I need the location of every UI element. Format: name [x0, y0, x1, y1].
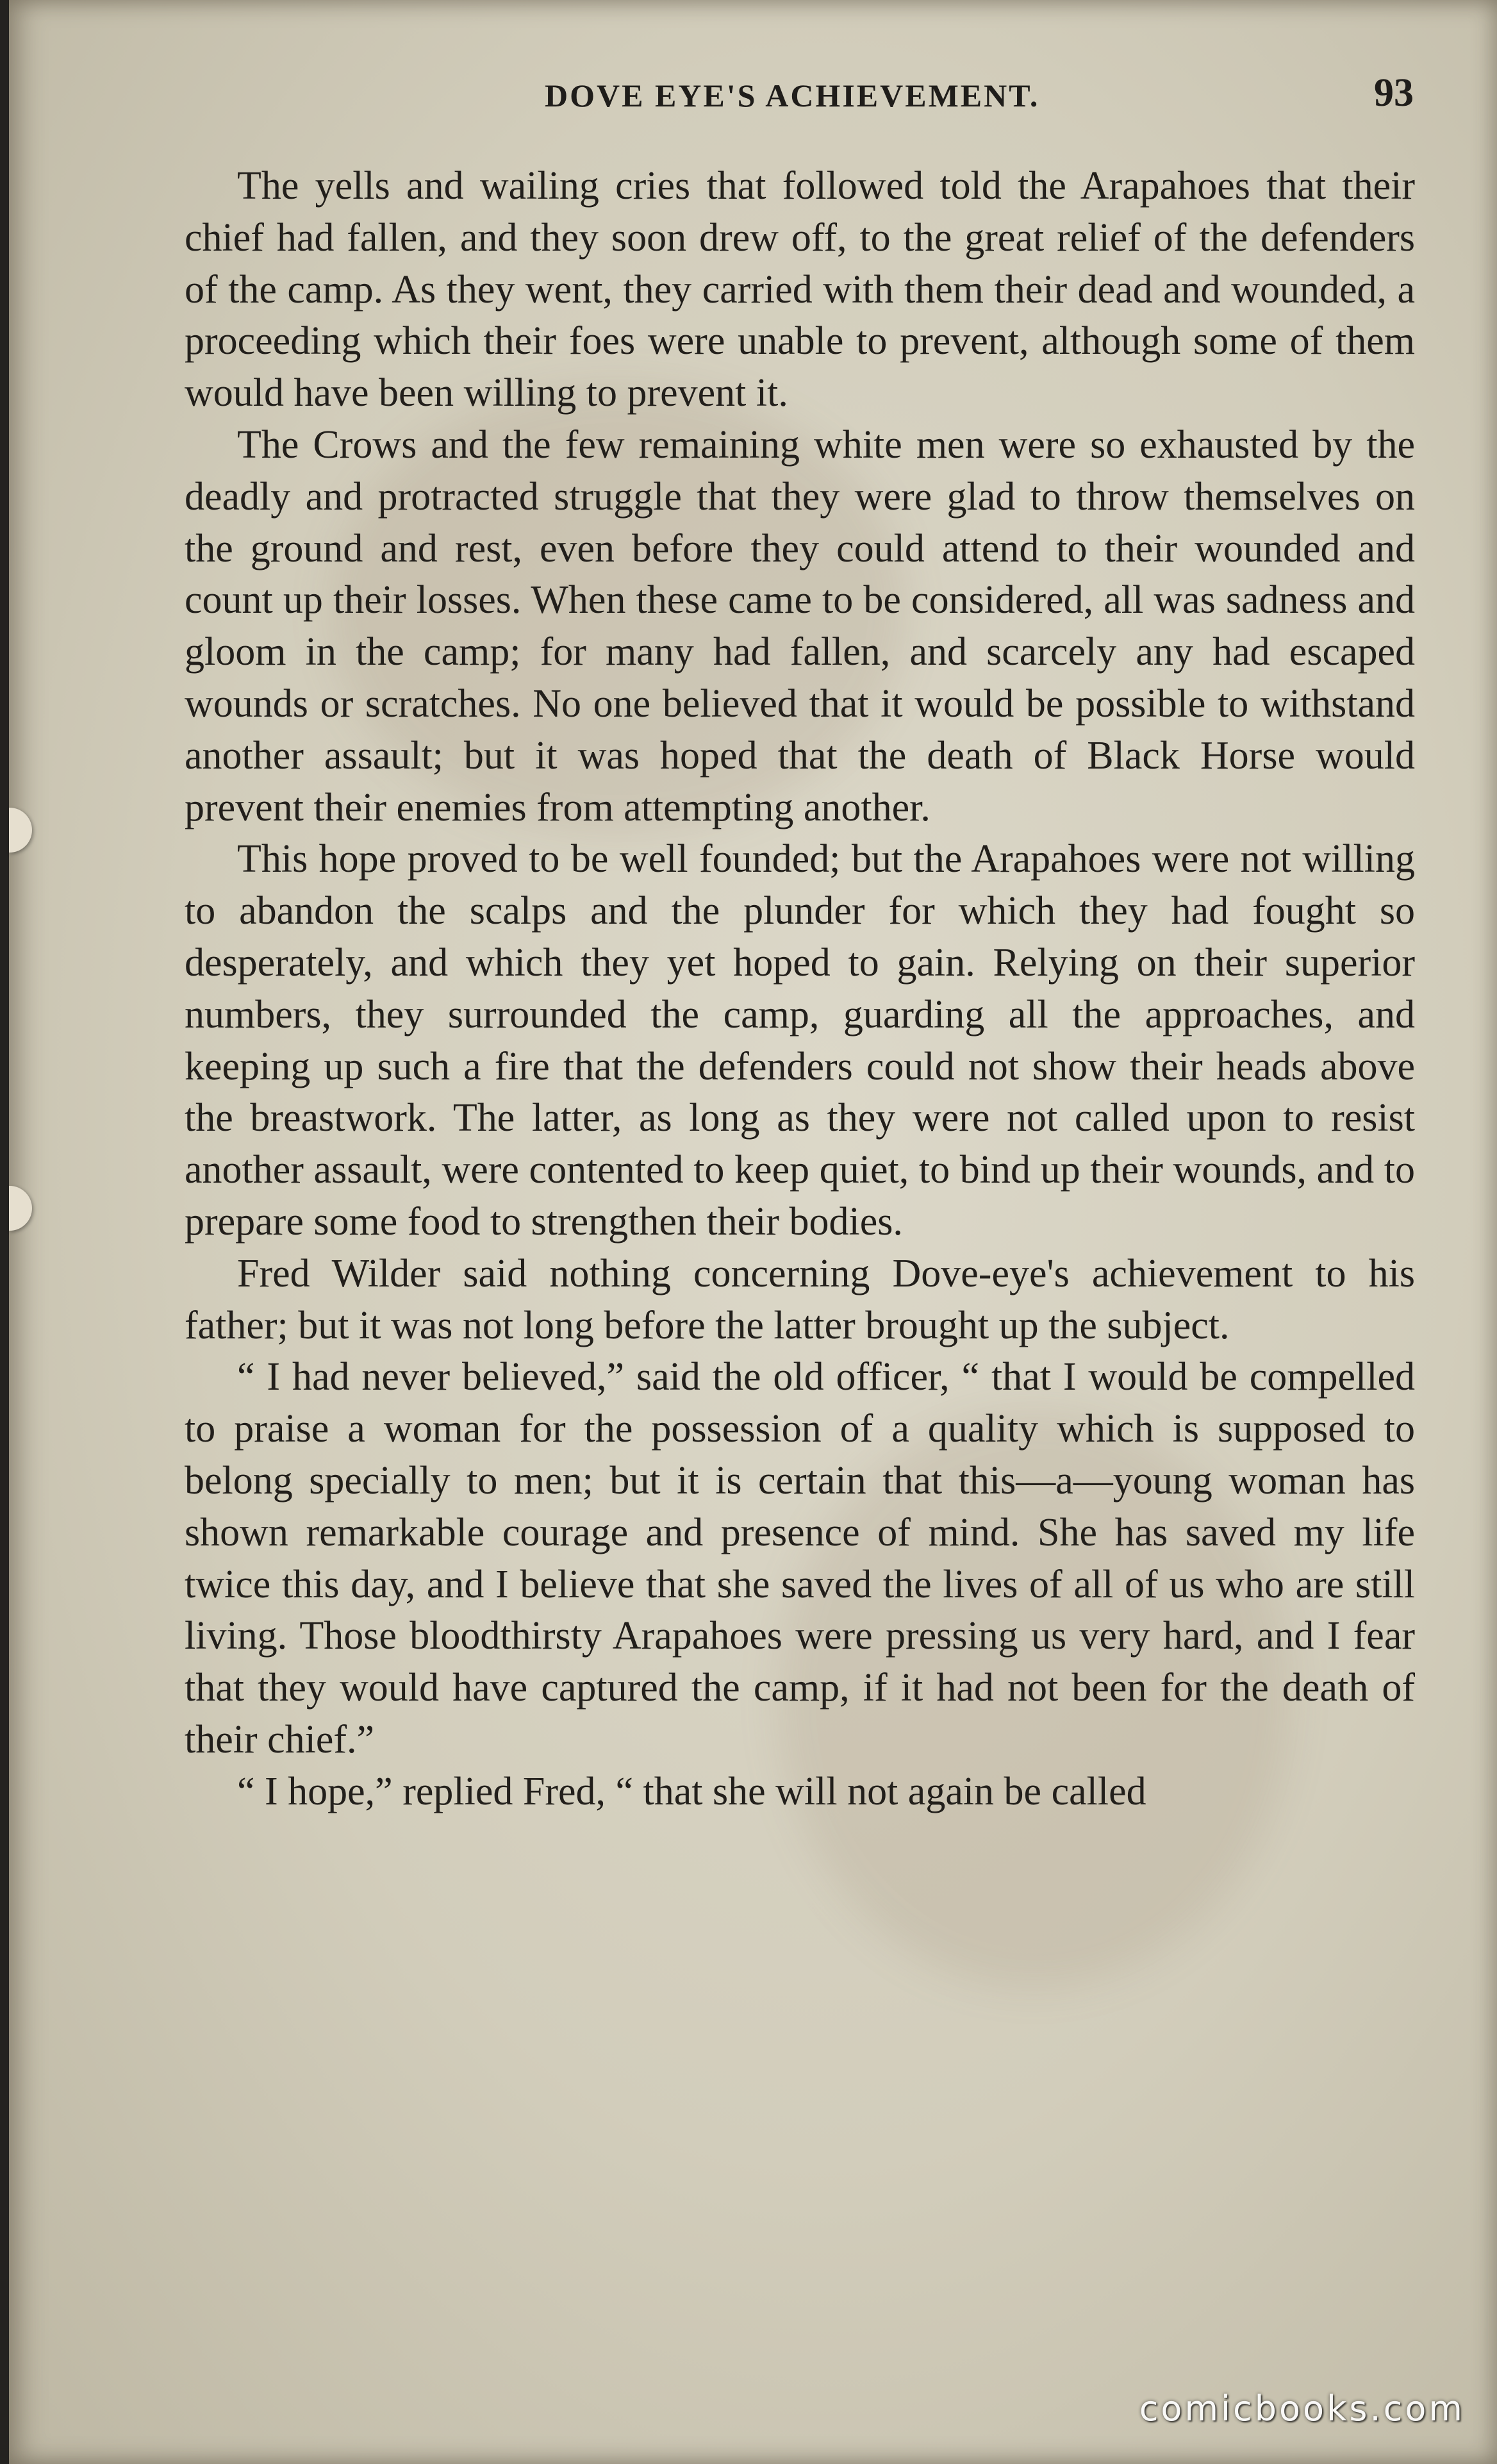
- paragraph: The yells and wailing cries that followed told the Arapahoes that their chief had fallen, and they soon drew off, to the great relief of the defenders of the camp. As they went, they carried with them their dead and wounded, a proceeding which their foes were unable to prevent, although some of them would have been willing to prevent it.: [185, 164, 1415, 415]
- page-tear: [9, 1186, 32, 1231]
- paragraph: Fred Wilder said nothing concerning Dove-eye's achievement to his father; but it was not long before the latter brought up the subject.: [185, 1251, 1415, 1347]
- body-text: [185, 160, 1415, 1818]
- watermark: comicbooks.com: [1139, 2388, 1465, 2429]
- paragraph: “ I hope,” replied Fred, “ that she will not again be called: [237, 1769, 1146, 1813]
- page-number: 93: [1374, 71, 1414, 115]
- page-tear: [9, 808, 32, 853]
- paragraph: This hope proved to be well founded; but the Arapahoes were not willing to abandon the scalps and the plunder for which they had fought so desperately, and which they yet hoped to gain. Relying on their superior numbers, they surrounded the camp, guarding all the approaches, and keeping up such a fire that the defenders could not show their heads above the breastwork. The latter, as long as they were not called upon to resist another assault, were contented to keep quiet, to bind up their wounds, and to prepare some food to strengthen their bodies.: [185, 837, 1415, 1244]
- chapter-title: DOVE EYE'S ACHIEVEMENT.: [545, 78, 1040, 113]
- paragraph: “ I had never believed,” said the old officer, “ that I would be compelled to praise a woman for the possession of a quality which is supposed to belong specially to men; but it is certain that this—a—young woman has shown remarkable courage and presence of mind. She has saved my life twice this day, and I believe that she saved the lives of all of us who are still living. Those bloodthirsty Arapahoes were pressing us very hard, and I fear that they would have captured the camp, if it had not been for the death of their chief.”: [185, 1355, 1415, 1761]
- running-head: [186, 71, 1414, 122]
- paragraph: The Crows and the few remaining white men were so exhausted by the deadly and protracted struggle that they were glad to throw themselves on the ground and rest, even before they could attend to their wounded and count up their losses. When these came to be considered, all was sadness and gloom in the camp; for many had fallen, and scarcely any had escaped wounds or scratches. No one believed that it would be possible to withstand another assault; but it was hoped that the death of Black Horse would prevent their enemies from attempting another.: [185, 422, 1415, 829]
